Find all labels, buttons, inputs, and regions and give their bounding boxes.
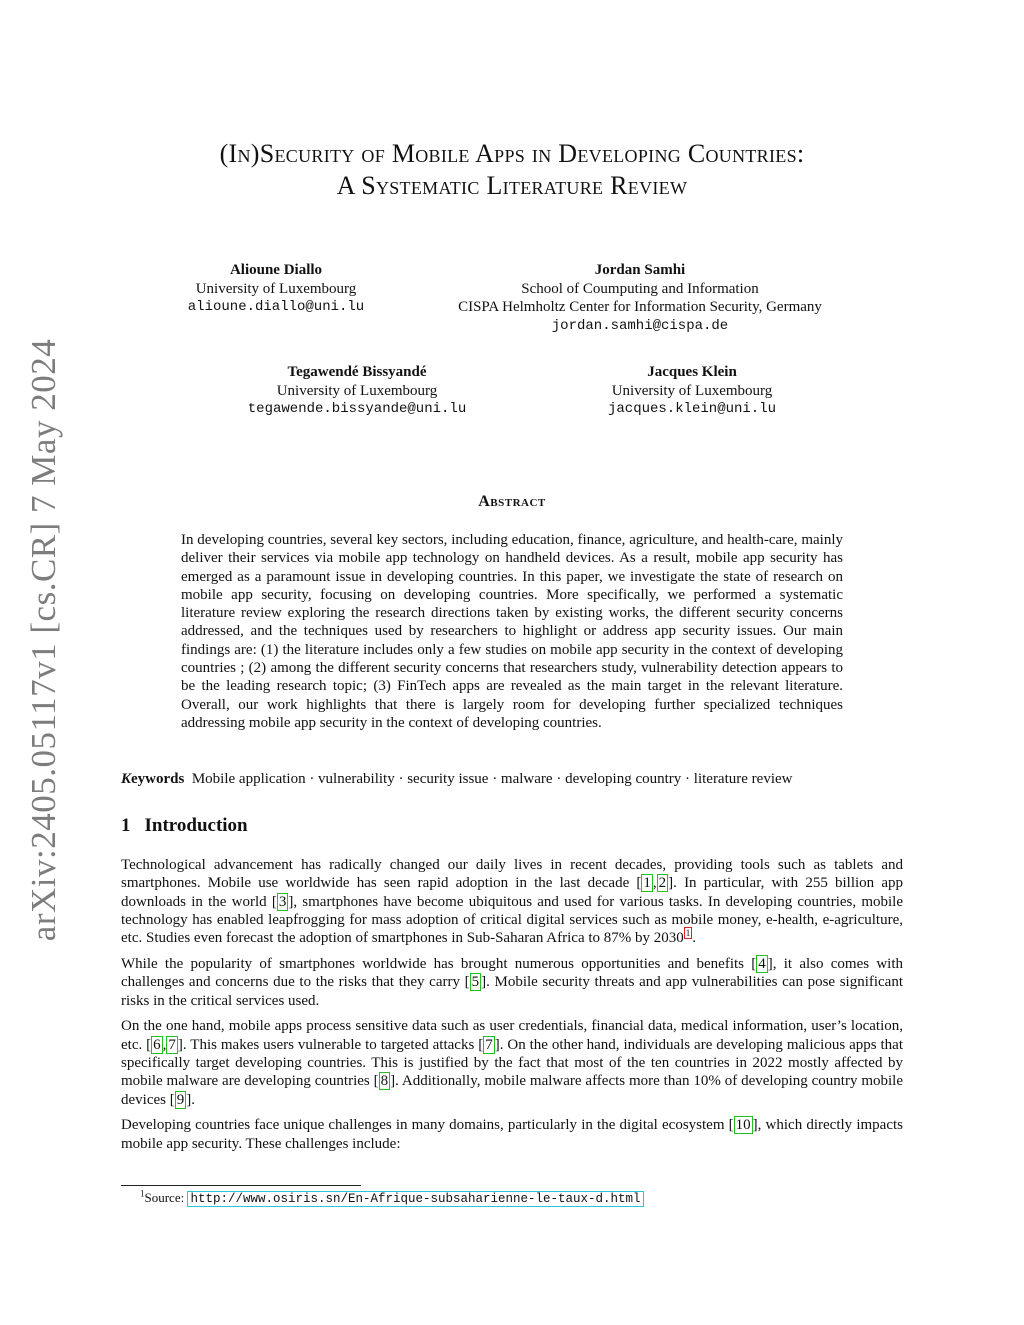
citation-link[interactable]: 7: [168, 1036, 176, 1053]
author-affiliation: CISPA Helmholtz Center for Information Security, Germany: [458, 299, 822, 315]
author-block-3: [227, 363, 487, 419]
abstract-text: In developing countries, several key sectors, including education, finance, agriculture, and health-care, mainly deliver their services via mobile app technology on handheld devices. As a result, mobile app security has emerged as a paramount issue in developing countries. In this paper, we investigate the state of research on mobile app security, focusing on developing countries. More specifically, we performed a systematic literature review exploring the research directions taken by existing works, the different security concerns addressed, and the techniques used by researchers to highlight or address app security issues. Our main findings are: (1) the literature includes only a few studies on mobile app security in the context of developing countries ; (2) among the different security concerns that researchers study, vulnerability detection appears to be the leading research topic; (3) FinTech apps are revealed as the main target in the relevant literature. Overall, our work highlights that there is largely room for developing further specialized techniques addressing mobile app security in the context of developing countries.: [181, 532, 843, 731]
section-heading: [121, 815, 248, 837]
body-text: [121, 856, 903, 1160]
citation-link[interactable]: 7: [485, 1036, 493, 1053]
citation-link[interactable]: 8: [380, 1073, 389, 1090]
title-line-2: A Systematic Literature Review: [336, 171, 688, 200]
author-email[interactable]: jordan.samhi@cispa.de: [551, 317, 729, 334]
footnote: [140, 1189, 644, 1208]
title-line-1: (In)Security of Mobile Apps in Developing Countries:: [219, 139, 805, 168]
keywords-label: Keywords: [121, 771, 185, 787]
author-affiliation: University of Luxembourg: [611, 382, 773, 399]
section-number: 1: [121, 815, 131, 836]
paragraph-1: Technological advancement has radically changed our daily lives in recent decades, providing tools such as tablets and smartphones. Mobile use worldwide has seen rapid adoption in the last decade [ 1 , 2 ]. In particular, with 255 billion app downloads in the world [ 3 ], smartphones have become ubiquitous and used for various tasks. In developing countries, mobile technology has enabled leapfrogging for mass adoption of critical digital services such as mobile money, e-health, e-agriculture, etc. Studies even forecast the adoption of smartphones in Sub-Saharan Africa to 87% by 2030 $^1$ .: [121, 857, 904, 947]
citation-link[interactable]: 3: [278, 893, 287, 910]
footnote-label: Source:: [144, 1190, 188, 1205]
citation-link[interactable]: 2: [658, 875, 667, 892]
paragraph-4: Developing countries face unique challenges in many domains, particularly in the digital ecosystem [ 10 ], which directly impacts mobile app security. These challenges include:: [121, 1117, 903, 1152]
author-name: Tegawendé Bissyandé: [287, 364, 427, 380]
footnote-url-link[interactable]: http://www.osiris.sn/En-Afrique-subsaharienne-le-taux-d.html: [187, 1191, 643, 1207]
author-email[interactable]: alioune.diallo@uni.lu: [187, 299, 365, 315]
section-title: Introduction: [144, 815, 248, 836]
paper-title: [100, 138, 924, 202]
citation-link[interactable]: 10: [735, 1117, 751, 1134]
citation-link[interactable]: 4: [758, 955, 766, 972]
author-email[interactable]: jacques.klein@uni.lu: [607, 401, 777, 417]
author-affiliation: University of Luxembourg: [276, 382, 438, 399]
author-name: Jordan Samhi: [594, 262, 686, 278]
footnote-divider: [121, 1185, 361, 1186]
arxiv-stamp: arXiv:2405.05117v1 [cs.CR] 7 May 2024: [24, 338, 63, 942]
author-block-1: [176, 261, 376, 317]
author-block-4: [572, 363, 812, 419]
keywords-text: Mobile application · vulnerability · security issue · malware · developing country · literature review: [191, 771, 793, 787]
citation-link[interactable]: 9: [176, 1091, 185, 1108]
author-email[interactable]: tegawende.bissyande@uni.lu: [247, 401, 467, 417]
citation-link[interactable]: 5: [471, 974, 480, 991]
author-affiliation: School of Coumputing and Information: [521, 280, 759, 297]
citation-link[interactable]: 6: [153, 1036, 161, 1053]
citation-link[interactable]: 1: [643, 875, 651, 892]
footnote-ref-link[interactable]: 1: [685, 928, 691, 939]
paragraph-2: While the popularity of smartphones worldwide has brought numerous opportunities and benefits [ 4 ], it also comes with challenges and concerns due to the risks that they carry [ 5 ]. Mobile security threats and app vulnerabilities can pose significant risks in the critical services used.: [121, 955, 904, 1009]
footnote-mark: 1: [140, 1188, 145, 1199]
author-name: Alioune Diallo: [229, 262, 323, 278]
author-block-2: [420, 261, 860, 335]
paragraph-3: On the one hand, mobile apps process sensitive data such as user credentials, financial data, medical information, user’s location, etc. [ 6 , 7 ]. This makes users vulnerable to targeted attacks [ 7 ]. On the other hand, individuals are developing malicious apps that specifically target developing countries. This is justified by the fact that most of the ten countries in 2022 mostly affected by mobile malware are developing countries [ 8 ]. Additionally, mobile malware affects more than 10% of developing country mobile devices [ 9 ].: [121, 1018, 903, 1108]
author-name: Jacques Klein: [647, 364, 737, 380]
keywords-line: [121, 770, 911, 788]
abstract-heading: Abstract: [478, 493, 546, 510]
author-affiliation: University of Luxembourg: [195, 280, 357, 297]
